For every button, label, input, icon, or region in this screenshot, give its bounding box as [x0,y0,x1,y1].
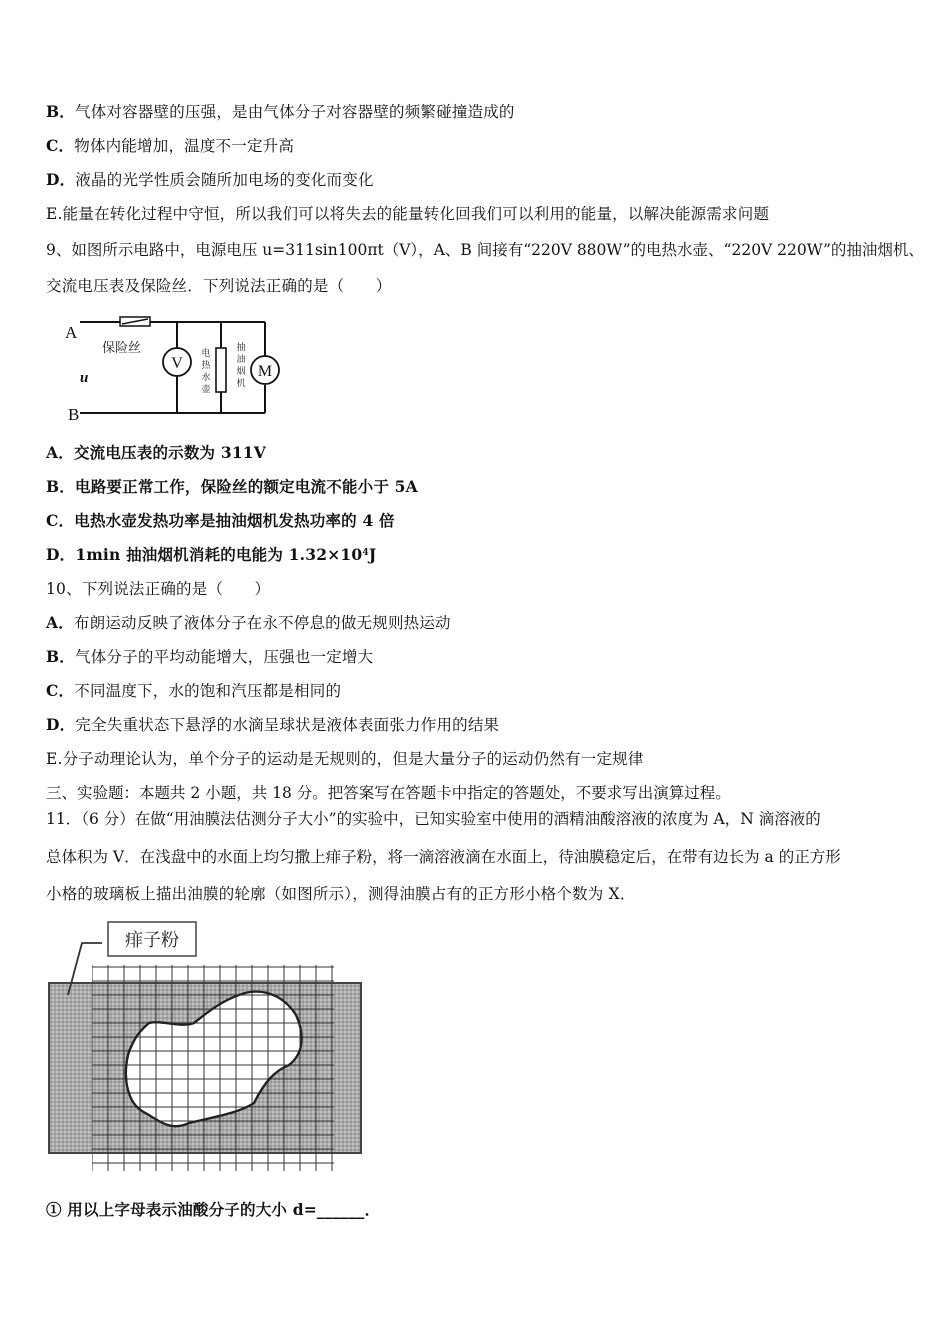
svg-text:热: 热 [201,361,211,371]
oil-film-grid-figure [44,915,366,1173]
q10-option-e [46,749,644,769]
q11-line2: 总体积为 V．在浅盘中的水面上均匀撒上痱子粉，将一滴溶液滴在水面上，待油膜稳定后，在带有边长为 a 的正方形 [46,848,841,866]
svg-text:M: M [257,363,273,380]
terminal-a: A [65,323,78,342]
q11-sub1: ① 用以上字母表示油酸分子的大小 d=______． [46,1200,381,1219]
option-text: 物体内能增加，温度不一定升高 [74,137,295,155]
q10-option-b [46,647,373,667]
option-text: 气体分子的平均动能增大，压强也一定增大 [75,648,374,666]
circuit-diagram [50,310,290,430]
hood-label [236,341,245,389]
q10-option-a [46,613,451,633]
option-text: 完全失重状态下悬浮的水滴呈球状是液体表面张力作用的结果 [75,716,500,734]
option-text: 电热水壶发热功率是抽油烟机发热功率的 4 倍 [74,511,395,530]
q10-option-c [46,681,341,701]
svg-text:油: 油 [236,355,246,365]
q8-option-d [46,170,374,190]
option-label: B． [46,477,76,496]
svg-text:V: V [171,355,183,372]
option-text: 能量在转化过程中守恒，所以我们可以将失去的能量转化回我们可以利用的能量，以解决能源需求问题 [62,205,770,223]
powder-label: 痱子粉 [125,930,179,951]
option-text: 交流电压表的示数为 311V [73,443,267,462]
q9-option-c [46,511,395,531]
option-label: A． [46,613,74,632]
option-text: 气体对容器壁的压强，是由气体分子对容器壁的频繁碰撞造成的 [75,103,515,121]
option-label: D． [46,170,76,189]
motor-icon [251,356,279,384]
voltmeter-icon [163,348,191,376]
option-text: 分子动理论认为，单个分子的运动是无规则的，但是大量分子的运动仍然有一定规律 [62,750,644,768]
q8-option-b [46,102,515,122]
svg-text:机: 机 [236,379,246,389]
fuse-label: 保险丝 [102,341,142,356]
q9-option-d: D．1min 抽油烟机消耗的电能为 $1.32\times 10^4J$ [46,545,377,564]
section-heading: 三、实验题：本题共 2 小题，共 18 分。把答案写在答题卡中指定的答题处，不要求写出演算过程。 [46,784,731,802]
kettle-label [201,347,211,395]
option-text: 液晶的光学性质会随所加电场的变化而变化 [75,171,374,189]
option-text: 电路要正常工作，保险丝的额定电流不能小于 5A [75,477,418,496]
option-label: C． [46,511,75,530]
kettle-resistor-icon [216,348,226,392]
q9-option-a [46,443,266,463]
option-label: C． [46,681,75,700]
option-text: 1min 抽油烟机消耗的电能为 1.32×10 [75,545,363,564]
option-text: 布朗运动反映了液体分子在永不停息的做无规则热运动 [73,614,451,632]
option-label: D． [46,715,76,734]
option-label: E. [46,205,63,223]
option-label: B． [46,647,76,666]
svg-text:水: 水 [201,373,211,383]
terminal-b: B [68,405,80,424]
option-label: D． [46,545,76,564]
source-label: u [80,370,89,386]
svg-text:烟: 烟 [236,367,246,377]
option-label: A． [46,443,74,462]
svg-text:抽: 抽 [236,343,246,353]
svg-text:电: 电 [201,349,211,359]
q10-stem: 10、下列说法正确的是（ ） [46,580,271,598]
option-label: C． [46,136,75,155]
exponent: 4 [362,548,369,558]
option-text: 不同温度下，水的饱和汽压都是相同的 [74,682,342,700]
q8-option-e [46,204,769,224]
option-label: B． [46,102,76,121]
q11-line3: 小格的玻璃板上描出油膜的轮廓（如图所示），测得油膜占有的正方形小格个数为 X． [46,885,636,903]
q9-stem-line2: 交流电压表及保险丝．下列说法正确的是（ ） [46,277,392,295]
q9-option-b [46,477,418,497]
option-label: E. [46,750,63,768]
fuse-icon [120,317,150,326]
q8-option-c [46,136,294,156]
q10-option-d [46,715,499,735]
q11-line1: 11．（6 分）在做“用油膜法估测分子大小”的实验中，已知实验室中使用的酒精油酸溶液的浓度为 A，N 滴溶液的 [46,810,821,828]
q9-stem-line1: 9、如图所示电路中，电源电压 u=311sin100πt（V），A、B 间接有“220V 880W”的电热水壶、“220V 220W”的抽油烟机、 [46,241,924,259]
svg-text:壶: 壶 [201,385,211,395]
